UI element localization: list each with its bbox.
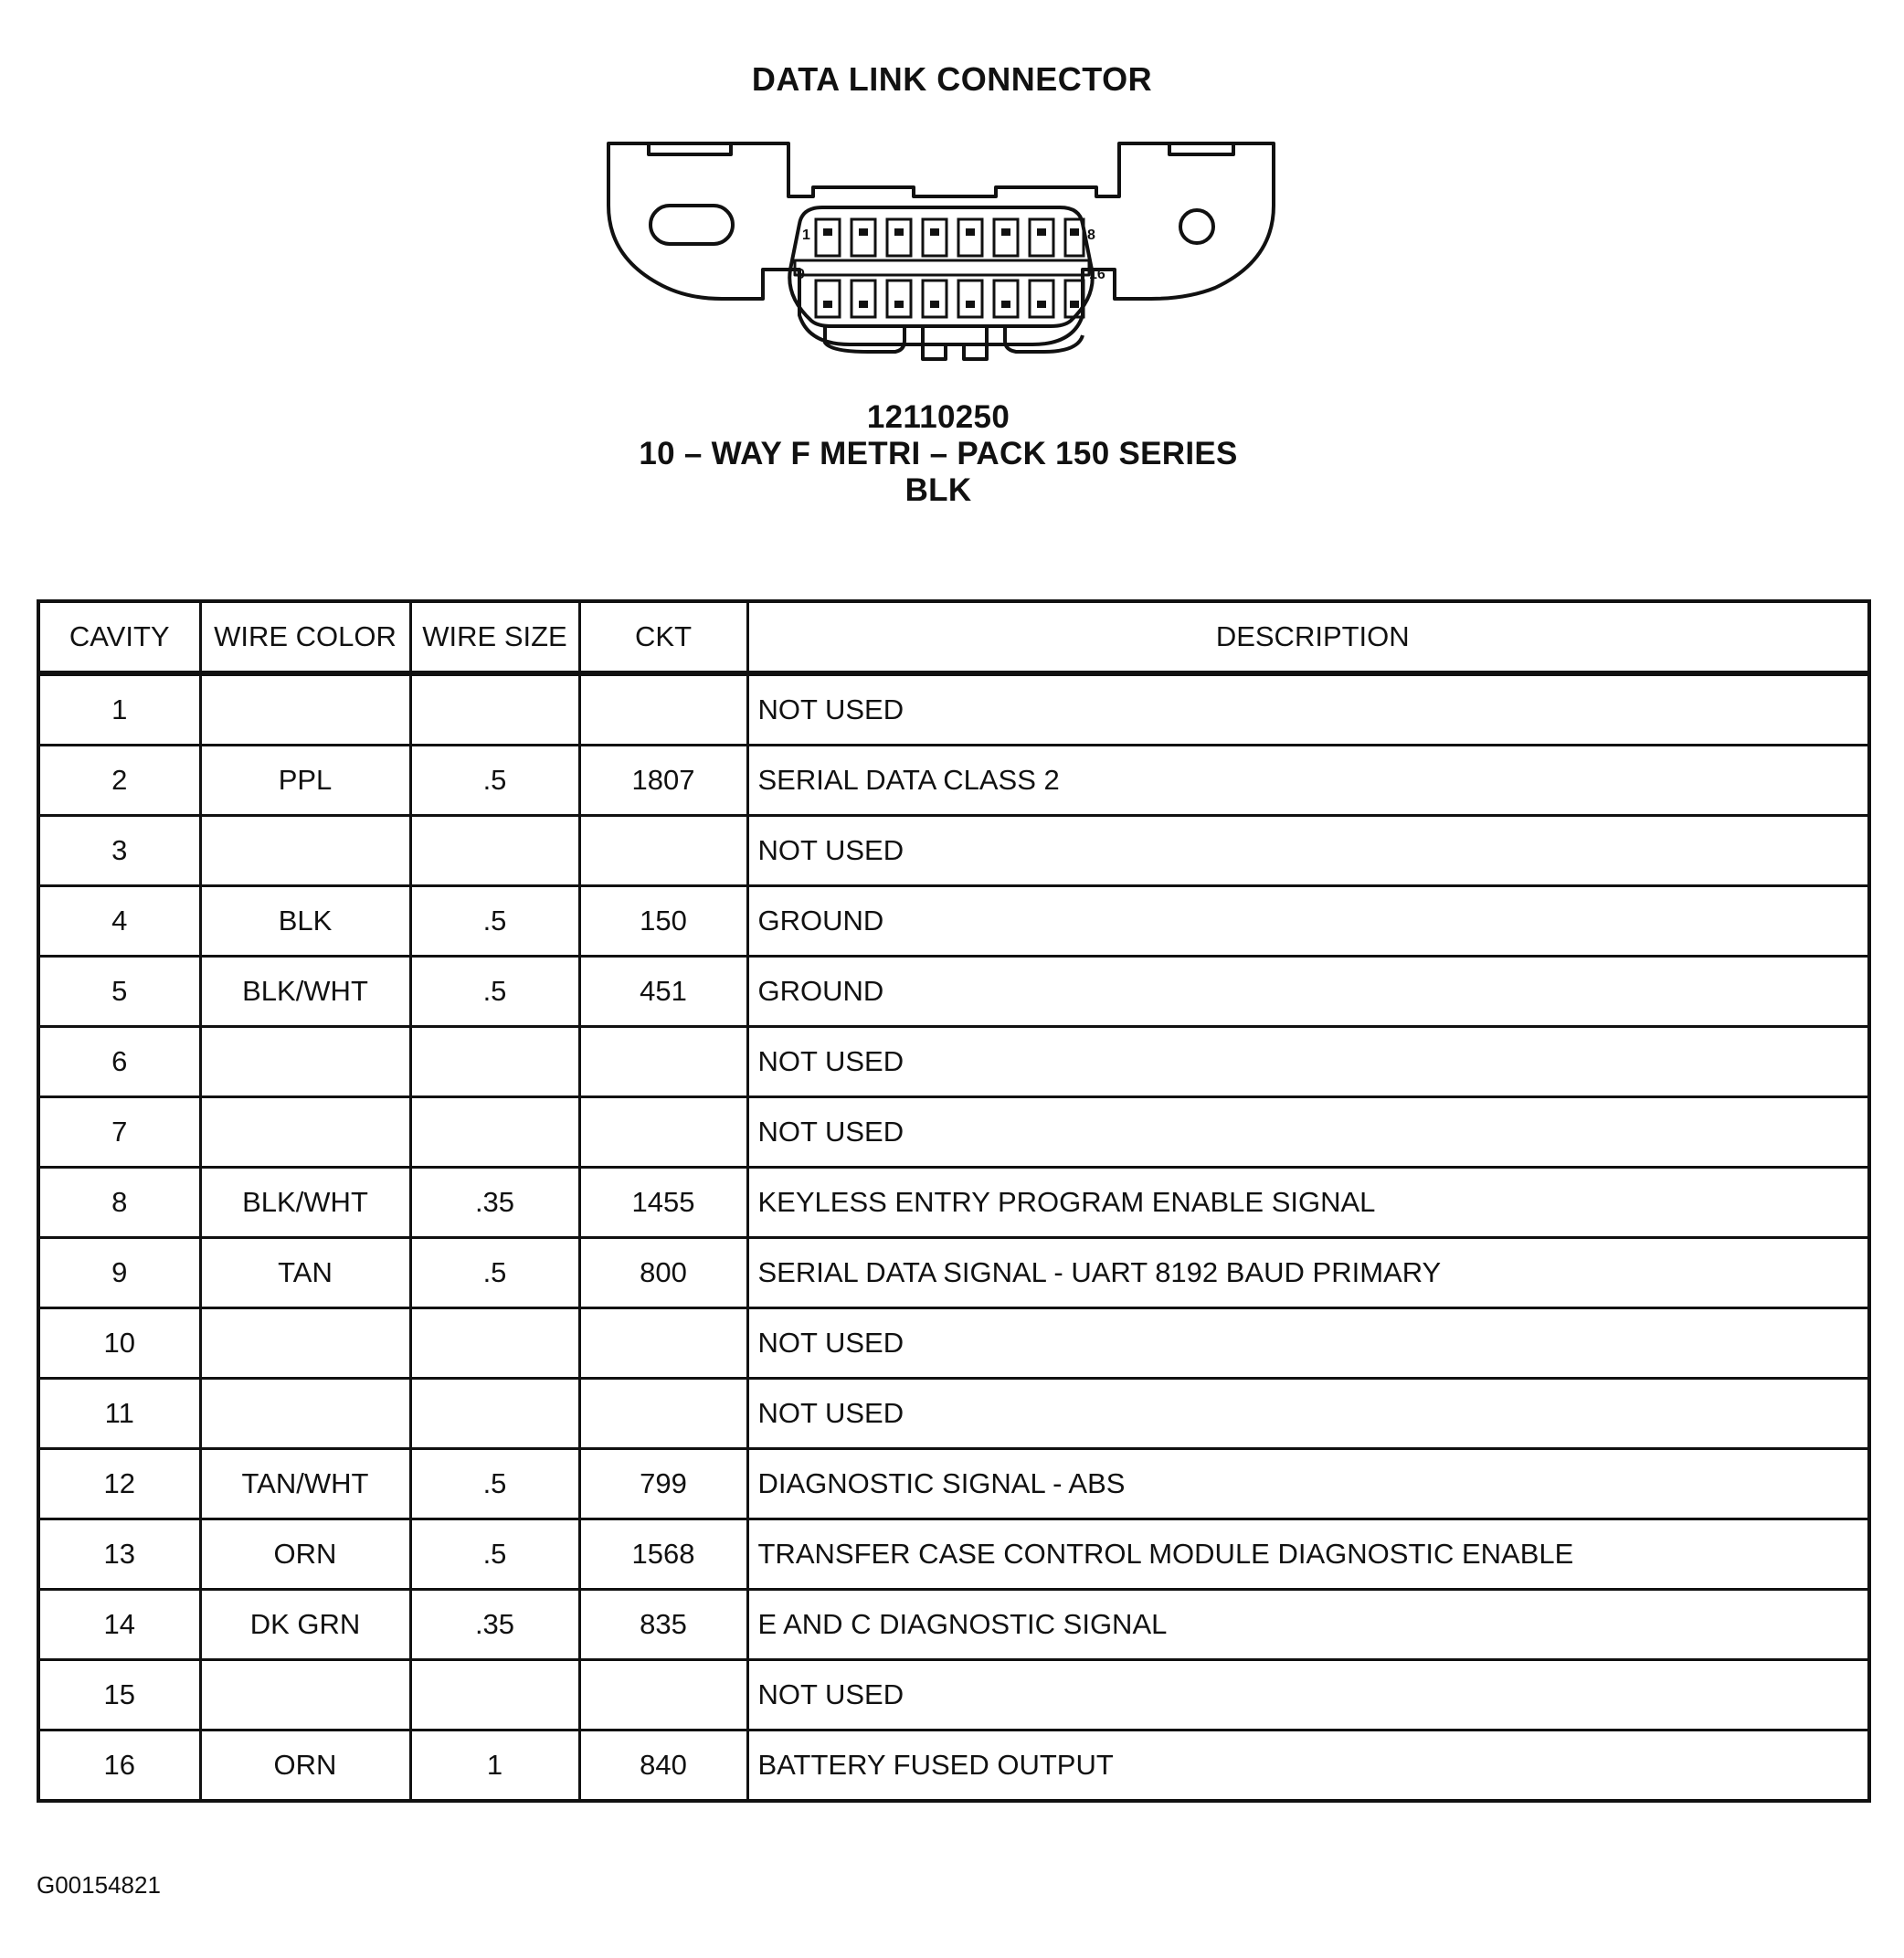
connector-color: BLK [904, 472, 972, 508]
pin-label-16: 16 [1089, 267, 1105, 282]
cell-cavity: 5 [38, 957, 200, 1027]
pinout-table [37, 599, 1871, 1803]
cell-ckt: 1807 [579, 746, 747, 816]
cell-ckt [579, 1308, 747, 1379]
cell-ckt: 451 [579, 957, 747, 1027]
connector-part-number: 12110250 [866, 399, 1010, 435]
cell-ckt [579, 1027, 747, 1097]
table-row [38, 1590, 1869, 1660]
cell-description: NOT USED [747, 1379, 1869, 1449]
bottom-key-right [1005, 326, 1083, 352]
cell-description: NOT USED [747, 816, 1869, 886]
cell-cavity: 1 [38, 673, 200, 746]
cell-wire-color [200, 1308, 410, 1379]
header-wire-size: WIRE SIZE [410, 601, 579, 673]
cell-wire-size [410, 1027, 579, 1097]
cell-wire-size [410, 1308, 579, 1379]
cell-wire-color: BLK [200, 886, 410, 957]
cell-description: NOT USED [747, 673, 1869, 746]
cell-cavity: 11 [38, 1379, 200, 1449]
cell-description: E AND C DIAGNOSTIC SIGNAL [747, 1590, 1869, 1660]
cell-ckt: 150 [579, 886, 747, 957]
table-row [38, 673, 1869, 746]
cell-wire-size: .5 [410, 1519, 579, 1590]
cell-description: DIAGNOSTIC SIGNAL - ABS [747, 1449, 1869, 1519]
cell-wire-color [200, 1660, 410, 1730]
cell-wire-color [200, 1097, 410, 1168]
cell-wire-size: .5 [410, 1238, 579, 1308]
cell-ckt: 800 [579, 1238, 747, 1308]
cell-wire-size: .35 [410, 1590, 579, 1660]
top-terminal-row [816, 219, 1084, 256]
cell-description: BATTERY FUSED OUTPUT [747, 1730, 1869, 1802]
table-row [38, 1660, 1869, 1730]
cell-description: TRANSFER CASE CONTROL MODULE DIAGNOSTIC ENABLE [747, 1519, 1869, 1590]
cell-cavity: 6 [38, 1027, 200, 1097]
left-mount-slot [651, 206, 733, 244]
table-row [38, 1027, 1869, 1097]
header-description: DESCRIPTION [747, 601, 1869, 673]
cell-wire-color: ORN [200, 1730, 410, 1802]
pin-label-8: 8 [1087, 228, 1095, 243]
bottom-key-left [825, 326, 904, 352]
diagram-title: DATA LINK CONNECTOR [751, 60, 1153, 98]
cell-ckt: 835 [579, 1590, 747, 1660]
cell-wire-size [410, 1660, 579, 1730]
cell-wire-color [200, 673, 410, 746]
cell-ckt [579, 1379, 747, 1449]
socket-face [789, 207, 1093, 326]
table-row [38, 957, 1869, 1027]
bottom-terminal-row [816, 280, 1084, 317]
cell-description: KEYLESS ENTRY PROGRAM ENABLE SIGNAL [747, 1168, 1869, 1238]
cell-ckt: 1455 [579, 1168, 747, 1238]
cell-wire-size: .5 [410, 957, 579, 1027]
cell-cavity: 15 [38, 1660, 200, 1730]
table-row [38, 886, 1869, 957]
cell-cavity: 2 [38, 746, 200, 816]
cell-wire-color: PPL [200, 746, 410, 816]
cell-ckt [579, 816, 747, 886]
separator-bar [795, 260, 1089, 275]
cell-wire-size [410, 1379, 579, 1449]
cell-ckt: 840 [579, 1730, 747, 1802]
connector-type: 10 – WAY F METRI – PACK 150 SERIES [639, 436, 1238, 471]
table-row [38, 746, 1869, 816]
cell-description: GROUND [747, 957, 1869, 1027]
cell-description: NOT USED [747, 1097, 1869, 1168]
cell-wire-color: TAN [200, 1238, 410, 1308]
cell-cavity: 8 [38, 1168, 200, 1238]
cell-cavity: 7 [38, 1097, 200, 1168]
cell-wire-color: TAN/WHT [200, 1449, 410, 1519]
cell-description: NOT USED [747, 1027, 1869, 1097]
cell-ckt [579, 673, 747, 746]
header-cavity: CAVITY [38, 601, 200, 673]
header-wire-color: WIRE COLOR [200, 601, 410, 673]
cell-cavity: 12 [38, 1449, 200, 1519]
right-mount-hole [1180, 210, 1213, 243]
cell-wire-size: .35 [410, 1168, 579, 1238]
cell-description: SERIAL DATA CLASS 2 [747, 746, 1869, 816]
cell-ckt [579, 1097, 747, 1168]
cell-cavity: 9 [38, 1238, 200, 1308]
pin-label-9: 9 [797, 267, 805, 282]
table-row [38, 1097, 1869, 1168]
table-row [38, 1449, 1869, 1519]
cell-wire-size: .5 [410, 1449, 579, 1519]
cell-wire-size [410, 673, 579, 746]
figure-id: G00154821 [37, 1871, 161, 1899]
cell-wire-color [200, 1379, 410, 1449]
cell-wire-color: BLK/WHT [200, 957, 410, 1027]
table-row [38, 816, 1869, 886]
cell-wire-color: DK GRN [200, 1590, 410, 1660]
cell-cavity: 3 [38, 816, 200, 886]
table-row [38, 1238, 1869, 1308]
table-row [38, 1519, 1869, 1590]
cell-description: SERIAL DATA SIGNAL - UART 8192 BAUD PRIMARY [747, 1238, 1869, 1308]
cell-wire-color: ORN [200, 1519, 410, 1590]
cell-wire-size: .5 [410, 746, 579, 816]
cell-description: NOT USED [747, 1660, 1869, 1730]
pin-label-1: 1 [802, 228, 810, 243]
table-row [38, 1730, 1869, 1802]
cell-description: GROUND [747, 886, 1869, 957]
cell-wire-color [200, 1027, 410, 1097]
table-row [38, 1168, 1869, 1238]
cell-wire-size: .5 [410, 886, 579, 957]
cell-wire-color: BLK/WHT [200, 1168, 410, 1238]
cell-cavity: 16 [38, 1730, 200, 1802]
cell-wire-size [410, 816, 579, 886]
cell-ckt [579, 1660, 747, 1730]
cell-ckt: 799 [579, 1449, 747, 1519]
header-ckt: CKT [579, 601, 747, 673]
cell-wire-size [410, 1097, 579, 1168]
connector-drawing [603, 132, 1279, 379]
table-header-row [38, 601, 1869, 673]
cell-ckt: 1568 [579, 1519, 747, 1590]
cell-wire-color [200, 816, 410, 886]
cell-wire-size: 1 [410, 1730, 579, 1802]
cell-description: NOT USED [747, 1308, 1869, 1379]
table-row [38, 1308, 1869, 1379]
cell-cavity: 10 [38, 1308, 200, 1379]
table-row [38, 1379, 1869, 1449]
cell-cavity: 14 [38, 1590, 200, 1660]
cell-cavity: 4 [38, 886, 200, 957]
cell-cavity: 13 [38, 1519, 200, 1590]
